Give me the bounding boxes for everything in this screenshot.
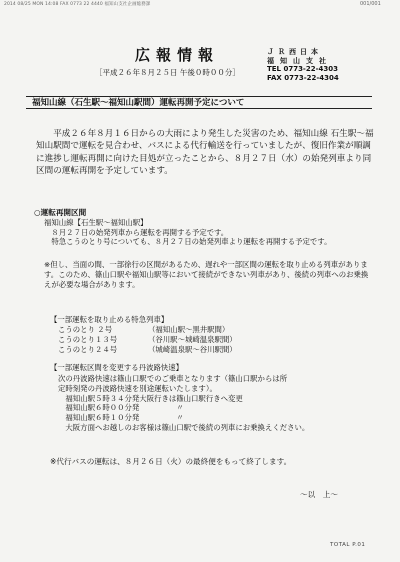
note-paragraph: ※但し、当面の間、一部徐行の区間があるため、遅れや一部区間の運転を取り止める列車があります。このため、篠山口駅や福知山駅等において接続ができない列車があり、後続の列車へのお乗換えが必要な場合があります。 xyxy=(44,260,369,289)
limited-train-list xyxy=(58,325,237,354)
organization-block xyxy=(267,48,339,82)
bus-note: ※代行バスの運転は、８月２６日（火）の最終便をもって終了します。 xyxy=(50,457,292,466)
fax-number: FAX 0773-22-4304 xyxy=(267,73,339,82)
company-name: ＪＲ西日本 xyxy=(267,48,322,56)
tel-number: TEL 0773-22-4303 xyxy=(267,65,338,74)
rapid-line: 大阪方面へお越しのお客様は篠山口駅で後続の列車にお乗換えください。 xyxy=(58,422,310,432)
document-title: 広報情報 xyxy=(135,46,220,64)
section-line: 福知山線【石生駅～福知山駅】 xyxy=(44,218,148,227)
section-line: ８月２７日の始発列車から運転を再開する予定です。 xyxy=(44,227,229,237)
rapid-line: 福知山駅６時００分発 〃 xyxy=(58,403,184,413)
rapid-line: 福知山駅５時３４分発大阪行きは篠山口駅行きへ変更 xyxy=(58,393,243,403)
fax-page-counter: 001/001 xyxy=(360,1,381,7)
train-name: こうのとり２４号 xyxy=(58,344,118,354)
section-lines xyxy=(44,218,374,247)
closing-mark: ～以 上～ xyxy=(300,490,338,499)
section-title: ○運転再開区間 xyxy=(34,208,87,217)
train-name: こうのとり１３号 xyxy=(58,334,118,344)
headline: 福知山線（石生駅～福知山駅間）運転再開予定について xyxy=(26,96,372,109)
body-text: 平成２６年８月１６日からの大雨により発生した災害のため、福知山線 石生駅～福知山駅間で運転を見合わせ、バスによる代行輸送を行っていましたが、復旧作業が順調に進捗し運転再開に向けた目処が立ったことから、８月２７日（水）の始発列車より同区間の運転再開を予定しています。 xyxy=(36,129,374,177)
rapid-heading: 【一部運転区間を変更する丹波路快速】 xyxy=(50,363,184,372)
fax-header: 2014 08/25 MON 14:08 FAX 0773 22 4440 福知山支社企画総務課 xyxy=(4,2,151,7)
train-name: こうのとり ２号 xyxy=(58,325,113,334)
train-route: （福知山駅～黒井駅間） xyxy=(148,325,230,334)
rapid-lines xyxy=(58,374,309,433)
limited-train-row xyxy=(58,335,237,345)
branch-name: 福知山支社 xyxy=(267,56,332,65)
rapid-line: 福知山駅６時１０分発 〃 xyxy=(58,413,184,423)
section-line: 特急こうのとり号についても、８月２７日の始発列車より運転を再開する予定です。 xyxy=(44,237,332,247)
fax-total-pages: TOTAL P.01 xyxy=(330,542,366,548)
rapid-line: 次の丹波路快速は篠山口駅でのご乗車となります（篠山口駅からは所 xyxy=(58,374,288,383)
limited-train-row xyxy=(58,345,237,355)
limited-train-row xyxy=(58,325,237,335)
limited-heading: 【一部運転を取り止める特急列車】 xyxy=(50,315,169,324)
train-route: （谷川駅～城崎温泉駅間） xyxy=(148,334,237,344)
train-route: （城崎温泉駅～谷川駅間） xyxy=(148,344,237,354)
rapid-line: 定時刻発の丹波路快速を別途運転いたします）。 xyxy=(58,383,217,393)
body-paragraph xyxy=(36,128,376,178)
document-date: ［平成２６年８月２５日 午後０時００分］ xyxy=(95,68,240,77)
